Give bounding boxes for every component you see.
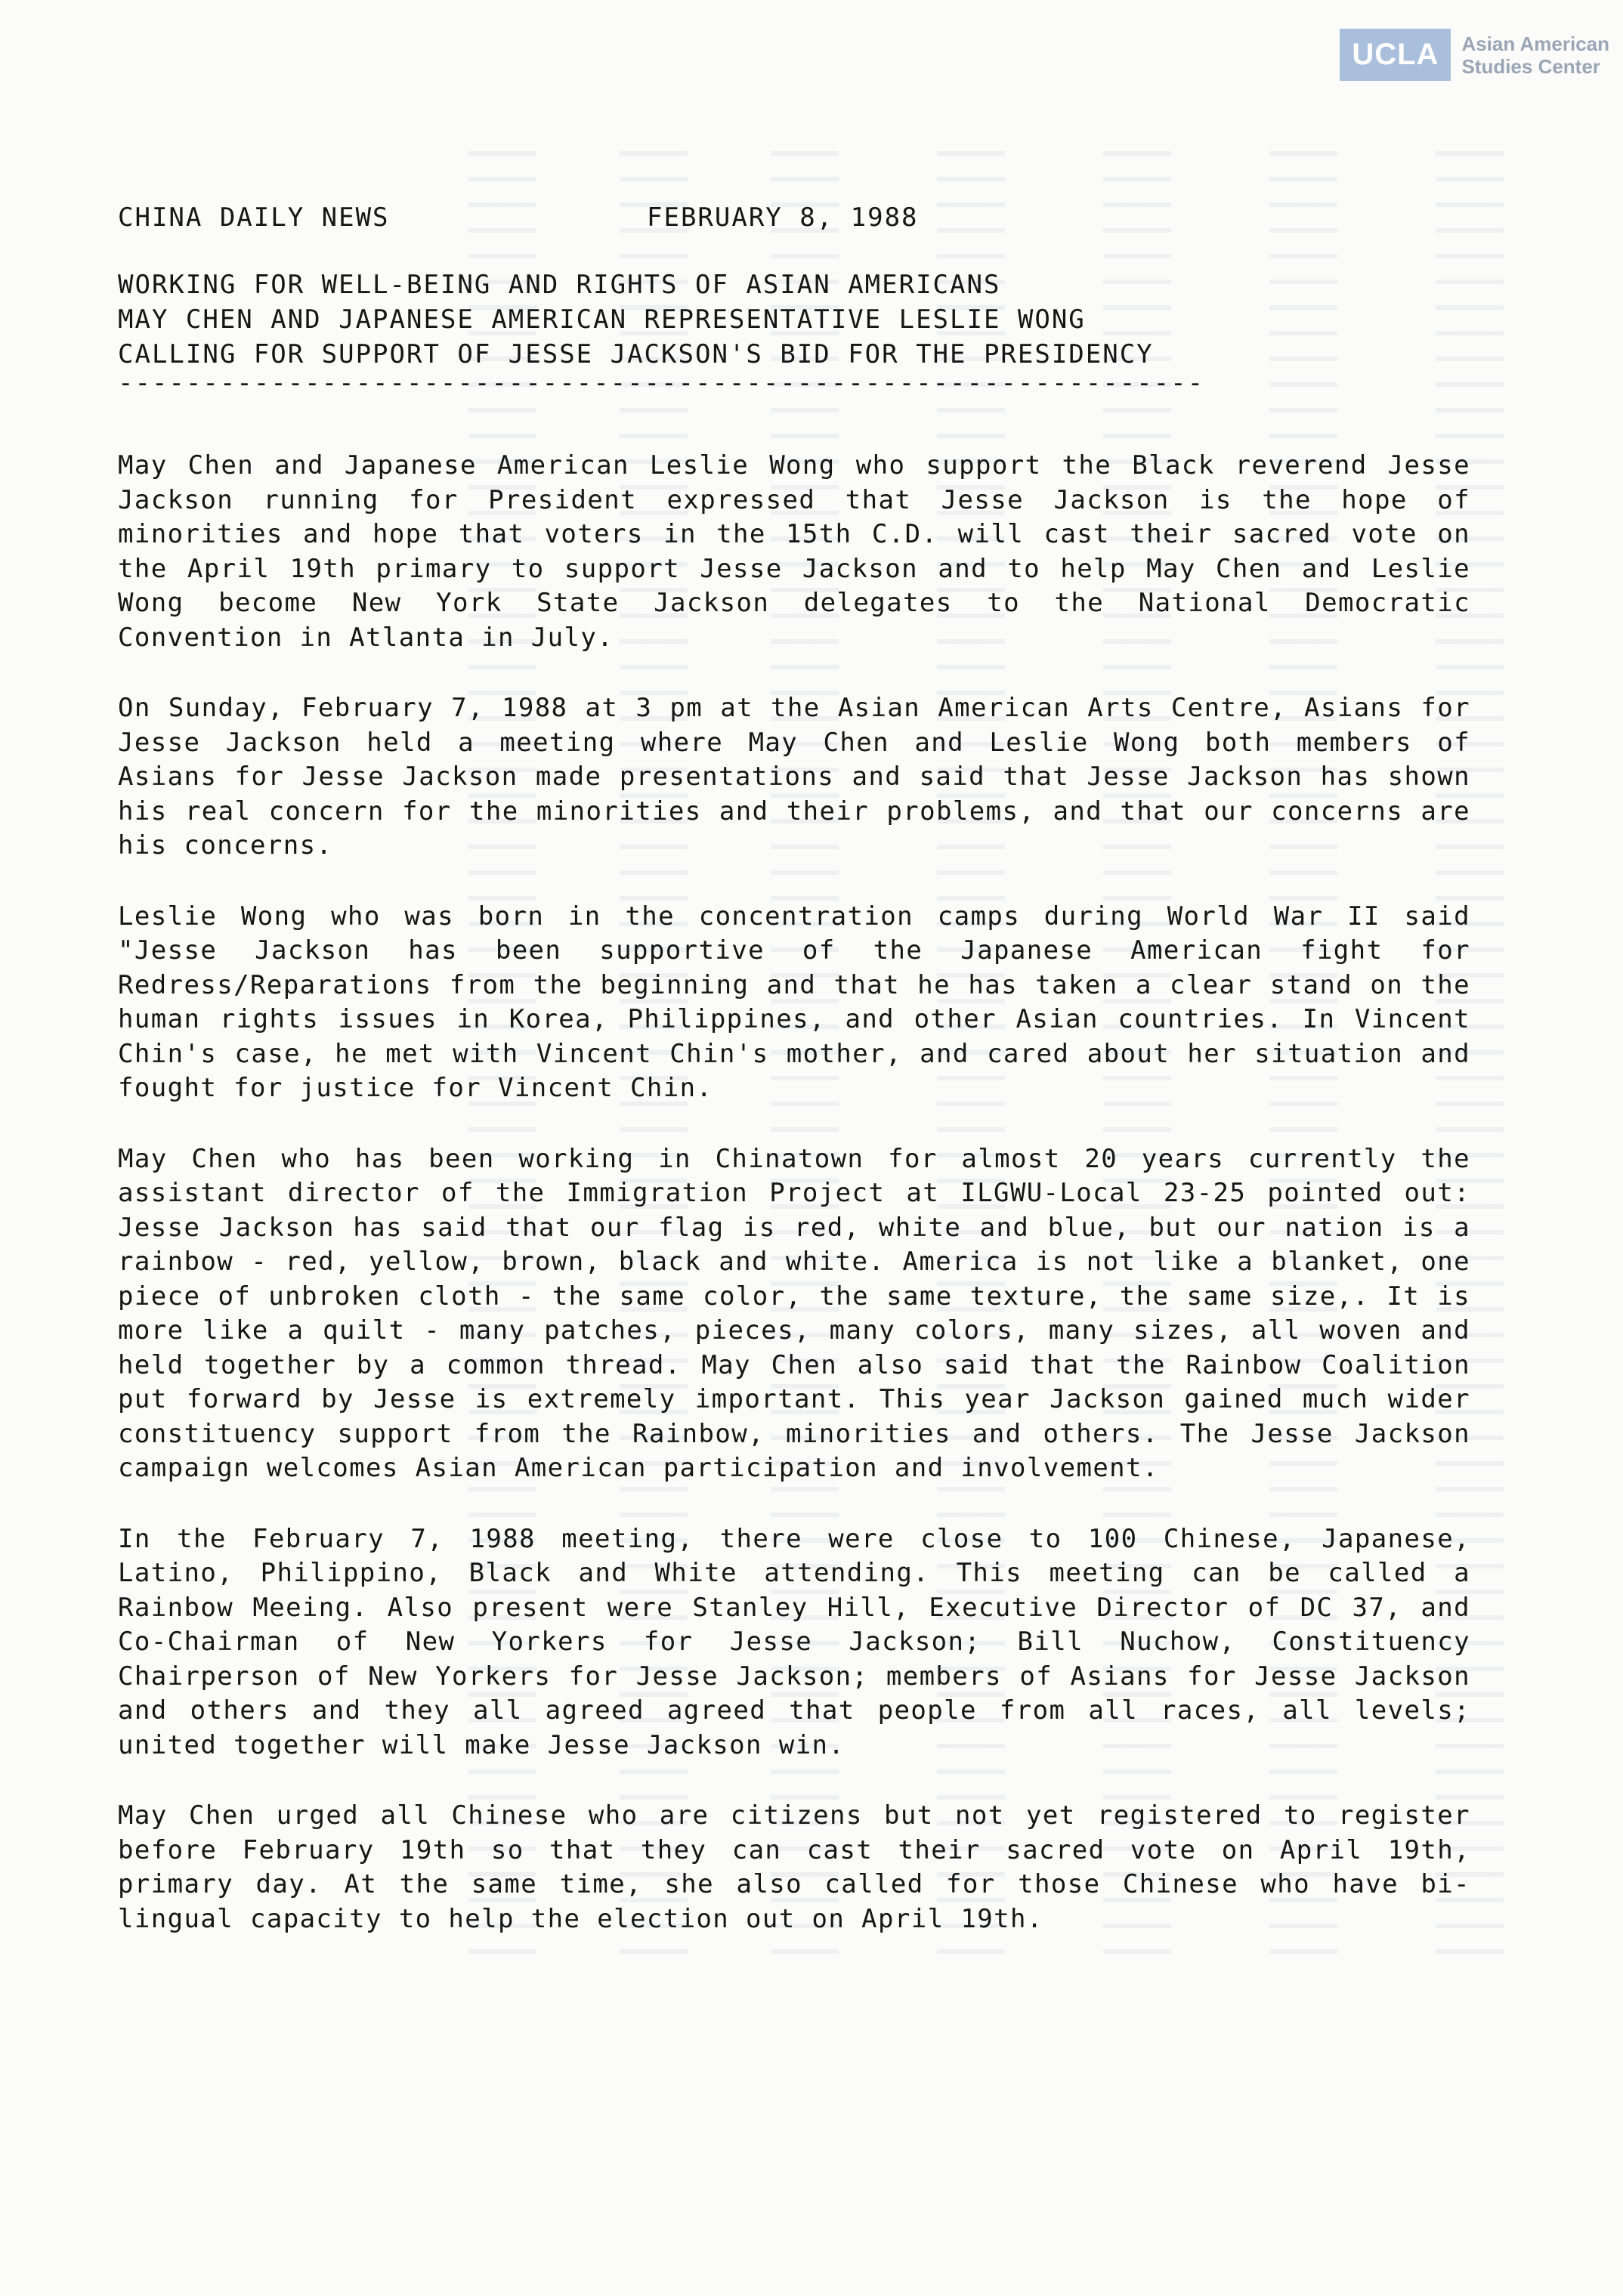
logo-line-2: Studies Center <box>1461 54 1600 78</box>
headline-line: MAY CHEN AND JAPANESE AMERICAN REPRESENTATIVE LESLIE WONG <box>118 304 1086 335</box>
paragraph: May Chen and Japanese American Leslie Wong who support the Black reverend Jesse Jackson running for President expressed that Jesse Jackson is the hope of minorities and hope that voters in the 15th C.D. will cast their sacred vote on the April 19th primary to support Jesse Jackson and to help May Chen and Leslie Wong become New York State Jackson delegates to the National Democratic Convention in Atlanta in July. <box>118 450 1470 653</box>
paragraph: Leslie Wong who was born in the concentration camps during World War II said "Jesse Jackson has been supportive of the Japanese American fight for Redress/Reparations from the beginning and that he has taken a clear stand on the human rights issues in Korea, Philippines, and other Asian countries. In Vincent Chin's case, he met with Vincent Chin's mother, and cared about her situation and fought for justice for Vincent Chin. <box>118 901 1470 1103</box>
headline <box>118 267 1478 372</box>
logo-center-name <box>1461 32 1609 78</box>
publication-date: FEBRUARY 8, 1988 <box>647 202 919 233</box>
paragraph: On Sunday, February 7, 1988 at 3 pm at the Asian American Arts Centre, Asians for Jesse Jackson held a meeting where May Chen and Leslie Wong both members of Asians for Jesse Jackson made presentations and said that Jesse Jackson has shown his real concern for the minorities and their problems, and that our concerns are his concerns. <box>118 693 1470 861</box>
headline-line: WORKING FOR WELL-BEING AND RIGHTS OF ASIAN AMERICANS <box>118 270 1001 300</box>
paragraph: In the February 7, 1988 meeting, there were close to 100 Chinese, Japanese, Latino, Philippino, Black and White attending. This meeting can be called a Rainbow Meeing. Also present were Stanley Hill, Executive Director of DC 37, and Co-Chairman of New Yorkers for Jesse Jackson; Bill Nuchow, Constituency Chairperson of New Yorkers for Jesse Jackson; members of Asians for Jesse Jackson and others and they all agreed agreed that people from all races, all levels; united together will make Jesse Jackson win. <box>118 1523 1470 1760</box>
newspaper-name: CHINA DAILY NEWS <box>118 202 390 233</box>
document-header <box>118 202 1478 239</box>
ucla-logo <box>1340 29 1609 81</box>
ucla-logo-mark: UCLA <box>1340 29 1451 81</box>
logo-line-1: Asian American <box>1461 32 1609 55</box>
paragraph: May Chen urged all Chinese who are citizens but not yet registered to register before February 19th so that they can cast their sacred vote on April 19th, primary day. At the same time, she also called for those Chinese who have bi-lingual capacity to help the election out on April 19th. <box>118 1800 1470 1934</box>
divider-rule: ---------------------------------------------------------------- <box>118 372 1205 394</box>
headline-line: CALLING FOR SUPPORT OF JESSE JACKSON'S BID FOR THE PRESIDENCY <box>118 339 1154 369</box>
document <box>118 202 1478 1962</box>
paragraph: May Chen who has been working in Chinatown for almost 20 years currently the assistant director of the Immigration Project at ILGWU-Local 23-25 pointed out: Jesse Jackson has said that our flag is red, white and blue, but our nation is a rainbow - red, yellow, brown, black and white. America is not like a blanket, one piece of unbroken cloth - the same color, the same texture, the same size,. It is more like a quilt - many patches, pieces, many colors, many sizes, all woven and held together by a common thread. May Chen also said that the Rainbow Coalition put forward by Jesse is extremely important. This year Jackson gained much wider constituency support from the Rainbow, minorities and others. The Jesse Jackson campaign welcomes Asian American participation and involvement. <box>118 1143 1470 1483</box>
